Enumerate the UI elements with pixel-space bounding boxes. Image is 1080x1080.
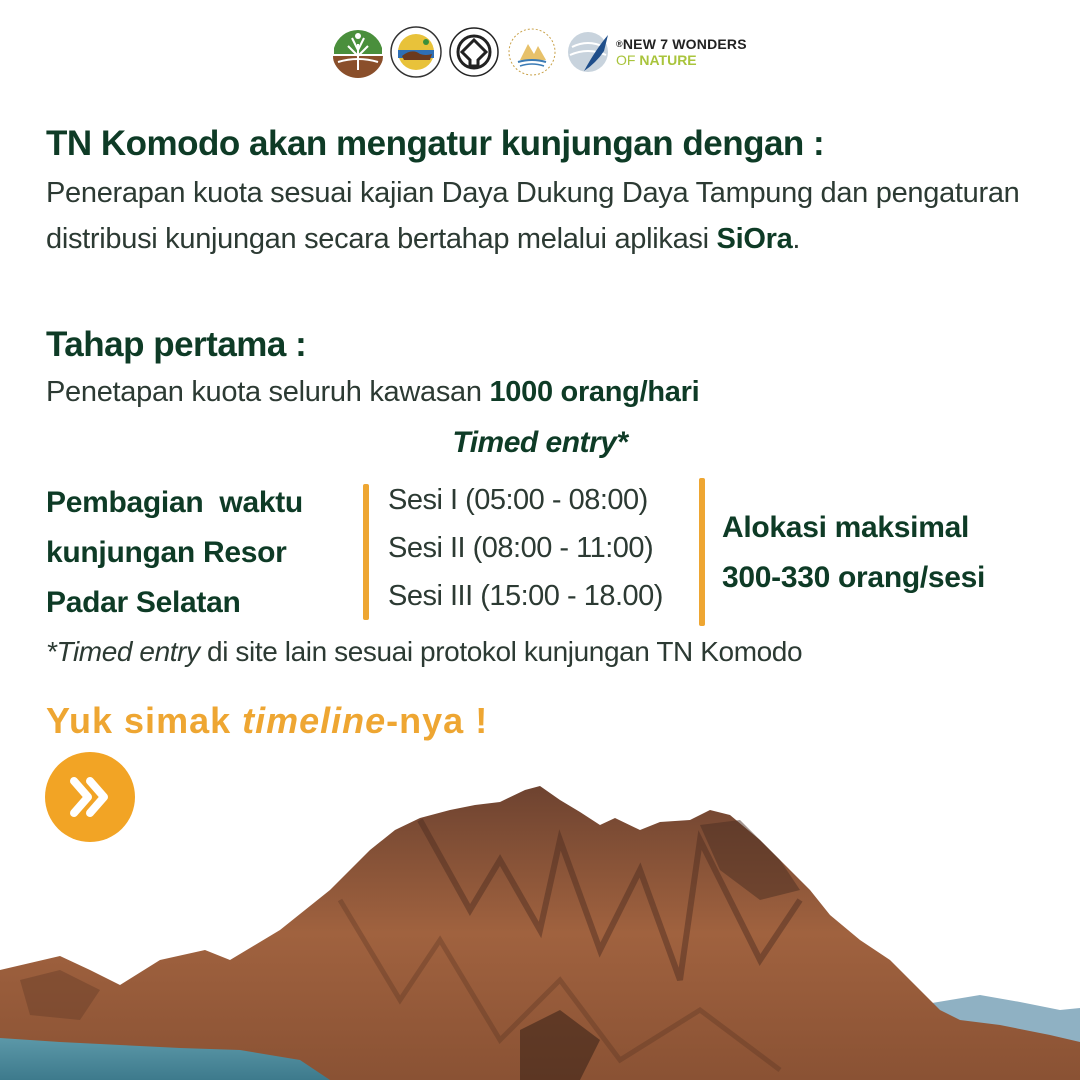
world-heritage-logo [448, 26, 500, 78]
stage1-body-text: Penetapan kuota seluruh kawasan [46, 376, 490, 408]
footnote-italic: *Timed entry [46, 636, 200, 667]
divider-bar [363, 484, 369, 620]
taman-nasional-komodo-logo [390, 26, 442, 78]
ministry-tree-logo [332, 26, 384, 78]
session-item: Sesi I (05:00 - 08:00) [388, 484, 648, 516]
allocation-info [722, 503, 985, 603]
footnote-text: di site lain sesuai protokol kunjungan TN Komodo [199, 636, 803, 667]
partner-logos [332, 24, 747, 80]
timed-entry-title-text: Timed entry* [452, 426, 628, 459]
footnote [46, 636, 802, 668]
split-label-line: Padar Selatan [46, 586, 241, 619]
intro-body-end: . [792, 223, 801, 255]
new-7-wonders-logo [566, 29, 747, 75]
n7w-of: OF [616, 52, 640, 68]
split-label-line: kunjungan Resor [46, 536, 287, 569]
session-item: Sesi III (15:00 - 18.00) [388, 580, 663, 612]
split-label-line: Pembagian waktu [46, 486, 303, 519]
cta-text-post: -nya ! [386, 700, 489, 741]
allocation-value: 300-330 orang/sesi [722, 561, 986, 594]
intro-body [46, 170, 1056, 262]
n7w-line1: NEW 7 WONDERS [622, 36, 747, 52]
split-label [46, 478, 303, 628]
registered-mark: ® [616, 39, 623, 49]
globe-feather-icon [566, 29, 612, 75]
intro-body-text: Penerapan kuota sesuai kajian Daya Dukung Daya Tampung dan pengaturan distribusi kunjungan secara bertahap melalui aplikasi [46, 177, 1020, 255]
cta-text-pre: Yuk simak [46, 700, 243, 741]
siora-app-name: SiOra [716, 223, 793, 255]
padar-island-mountain-photo [0, 780, 1080, 1080]
timed-entry-title [0, 426, 1080, 460]
intro-heading: TN Komodo akan mengatur kunjungan dengan : [46, 124, 825, 163]
session-item: Sesi II (08:00 - 11:00) [388, 532, 654, 564]
daily-quota: 1000 orang/hari [489, 376, 700, 408]
timeline-cta [46, 700, 488, 742]
allocation-label: Alokasi maksimal [722, 511, 970, 544]
komodo-biosphere-reserve-logo [506, 26, 558, 78]
n7w-nature: NATURE [639, 52, 697, 68]
stage1-heading: Tahap pertama : [46, 325, 307, 364]
stage1-body [46, 369, 699, 415]
session-list [388, 476, 663, 620]
divider-bar [699, 478, 705, 626]
cta-text-italic: timeline [242, 700, 387, 741]
